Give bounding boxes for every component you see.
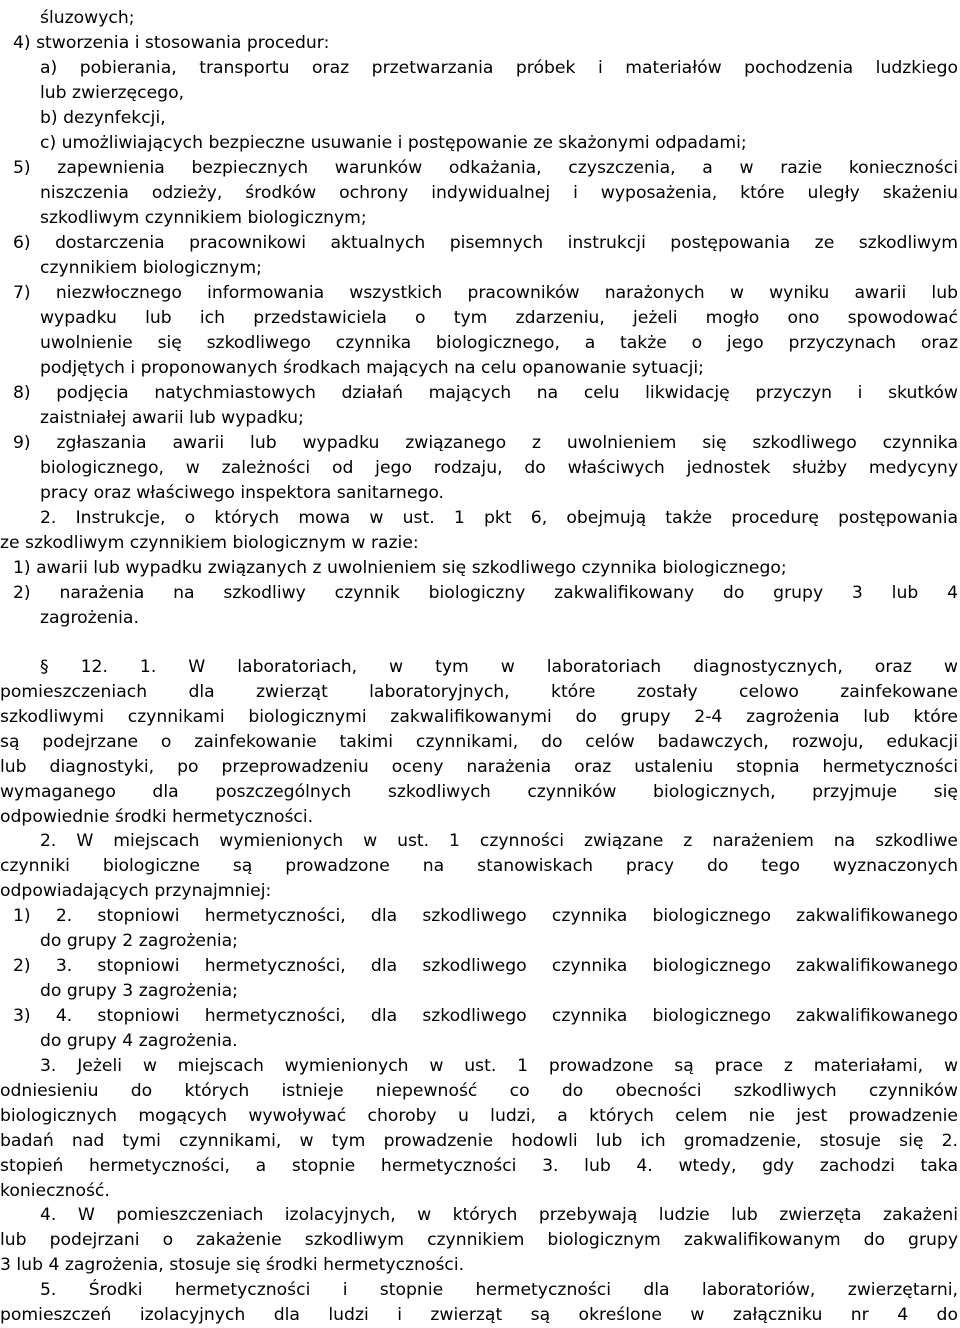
text-line-content: 6) dostarczenia pracownikowi aktualnych pisemnych instrukcji postępowania ze szkodliwym [13,233,958,253]
text-line-content: 1) awarii lub wypadku związanych z uwolnieniem się szkodliwego czynnika biologicznego; [13,558,787,578]
text-line-content: lub diagnostyki, po przeprowadzeniu oceny narażenia oraz ustaleniu stopnia hermetyczności [0,757,958,777]
text-line [0,381,960,406]
text-line-content: lub podejrzani o zakażenie szkodliwym czynnikiem biologicznym zakwalifikowanym do grupy [0,1230,958,1250]
text-line [0,1253,960,1278]
text-line [0,929,960,954]
text-line [0,655,960,680]
text-line [0,904,960,929]
text-line [0,156,960,181]
text-line [0,281,960,306]
text-line [0,231,960,256]
text-line [0,1278,960,1303]
text-line [0,206,960,231]
text-line-content: czynnikiem biologicznym; [40,258,262,278]
text-line [0,306,960,331]
text-line-content: 9) zgłaszania awarii lub wypadku związanego z uwolnieniem się szkodliwego czynnika [13,433,958,453]
text-line-content: biologicznego, w zależności od jego rodzaju, do właściwych jednostek służby medycyny [40,458,958,478]
text-line-content: niszczenia odzieży, środków ochrony indywidualnej i wyposażenia, które uległy skażeniu [40,183,958,203]
text-line [0,1104,960,1129]
text-line [0,481,960,506]
text-line [0,879,960,904]
text-line-content: odniesieniu do których istnieje niepewność co do obecności szkodliwych czynników [0,1081,958,1101]
text-line [0,1303,960,1328]
text-line-content: czynniki biologiczne są prowadzone na stanowiskach pracy do tego wyznaczonych [0,856,958,876]
text-line [0,755,960,780]
text-line [0,1079,960,1104]
text-line-content: badań nad tymi czynnikami, w tym prowadzenie hodowli lub ich gromadzenie, stosuje się 2. [0,1131,958,1151]
text-line-content: 2) 3. stopniowi hermetyczności, dla szkodliwego czynnika biologicznego zakwalifikowanego [13,956,958,976]
text-line [0,556,960,581]
text-line [0,780,960,805]
text-line [0,456,960,481]
text-line [0,979,960,1004]
text-line-content: 8) podjęcia natychmiastowych działań mających na celu likwidację przyczyn i skutków [13,383,958,403]
text-line-content: 3) 4. stopniowi hermetyczności, dla szkodliwego czynnika biologicznego zakwalifikowanego [13,1006,958,1026]
text-line [0,6,960,31]
text-line-content: zagrożenia. [40,608,139,628]
text-line [0,331,960,356]
text-line [0,1228,960,1253]
text-line [0,1129,960,1154]
text-line [0,954,960,979]
text-line-content: zaistniałej awarii lub wypadku; [40,408,304,428]
text-line-content: 4) stworzenia i stosowania procedur: [13,33,330,53]
text-line-content: wypadku lub ich przedstawiciela o tym zdarzeniu, jeżeli mogło ono spowodować [40,308,958,328]
text-line-content: 3 lub 4 zagrożenia, stosuje się środki hermetyczności. [0,1255,465,1275]
text-line [0,1179,960,1204]
text-line [0,854,960,879]
text-line-content: 7) niezwłocznego informowania wszystkich pracowników narażonych w wyniku awarii lub [13,283,958,303]
text-line [0,1154,960,1179]
text-line [0,805,960,830]
text-line-content: odpowiednie środki hermetyczności. [0,807,314,827]
text-line-content: 1) 2. stopniowi hermetyczności, dla szkodliwego czynnika biologicznego zakwalifikowanego [13,906,958,926]
text-line [0,131,960,156]
text-line-content: do grupy 4 zagrożenia. [40,1031,238,1051]
text-line [0,256,960,281]
text-line [0,1004,960,1029]
text-line [0,31,960,56]
text-line [0,431,960,456]
text-line-content: szkodliwymi czynnikami biologicznymi zakwalifikowanymi do grupy 2-4 zagrożenia lub które [0,707,958,727]
text-line [0,581,960,606]
text-line-content: ze szkodliwym czynnikiem biologicznym w razie: [0,533,419,553]
text-line-content: biologicznych mogących wywoływać choroby u ludzi, a których celem nie jest prowadzenie [0,1106,958,1126]
text-line-content: stopień hermetyczności, a stopnie hermetyczności 3. lub 4. wtedy, gdy zachodzi taka [0,1156,958,1176]
text-line [0,730,960,755]
text-line-content: 5) zapewnienia bezpiecznych warunków odkażania, czyszczenia, a w razie konieczności [13,158,958,178]
text-line-content: śluzowych; [40,8,135,28]
text-line [0,680,960,705]
text-line-content: do grupy 3 zagrożenia; [40,981,238,1001]
text-line [0,606,960,631]
text-line-content: pomieszczeniach dla zwierząt laboratoryjnych, które zostały celowo zainfekowane [0,682,958,702]
text-line-content: 2) narażenia na szkodliwy czynnik biologiczny zakwalifikowany do grupy 3 lub 4 [13,583,958,603]
text-line-content: lub zwierzęcego, [40,83,185,103]
text-line-content: szkodliwym czynnikiem biologicznym; [40,208,367,228]
text-line-content: 4. W pomieszczeniach izolacyjnych, w których przebywają ludzie lub zwierzęta zakażeni [40,1205,958,1225]
text-line-content: c) umożliwiających bezpieczne usuwanie i postępowanie ze skażonymi odpadami; [40,133,747,153]
text-line-content: 5. Środki hermetyczności i stopnie hermetyczności dla laboratoriów, zwierzętarni, [40,1280,958,1300]
text-line-content: konieczność. [0,1181,110,1201]
text-line [0,406,960,431]
text-line-content: do grupy 2 zagrożenia; [40,931,238,951]
text-line [0,1203,960,1228]
text-line-content: 3. Jeżeli w miejscach wymienionych w ust. 1 prowadzone są prace z materiałami, w [40,1056,958,1076]
text-line [0,1054,960,1079]
text-line-content: uwolnienie się szkodliwego czynnika biologicznego, a także o jego przyczynach oraz [40,333,958,353]
text-line-content: § 12. 1. W laboratoriach, w tym w laboratoriach diagnostycznych, oraz w [40,657,958,677]
text-line-content: podjętych i proponowanych środkach mających na celu opanowanie sytuacji; [40,358,704,378]
text-line [0,56,960,81]
text-line [0,106,960,131]
text-line [0,705,960,730]
text-line-content: b) dezynfekcji, [40,108,166,128]
text-line-content: pracy oraz właściwego inspektora sanitarnego. [40,483,444,503]
text-line [0,181,960,206]
text-line [0,506,960,531]
text-line-content: odpowiadających przynajmniej: [0,881,272,901]
text-line [0,81,960,106]
text-line-content: są podejrzane o zainfekowanie takimi czynnikami, do celów badawczych, rozwoju, edukacji [0,732,958,752]
text-line-content: wymaganego dla poszczególnych szkodliwych czynników biologicznych, przyjmuje się [0,782,958,802]
text-line-content: a) pobierania, transportu oraz przetwarzania próbek i materiałów pochodzenia ludzkiego [40,58,958,78]
text-line [0,531,960,556]
text-line [0,356,960,381]
text-line-content: 2. Instrukcje, o których mowa w ust. 1 pkt 6, obejmują także procedurę postępowania [40,508,958,528]
text-line-content: 2. W miejscach wymienionych w ust. 1 czynności związane z narażeniem na szkodliwe [40,831,958,851]
text-line [0,1029,960,1054]
text-line [0,829,960,854]
text-line-content: pomieszczeń izolacyjnych dla ludzi i zwierząt są określone w załączniku nr 4 do [0,1305,958,1325]
